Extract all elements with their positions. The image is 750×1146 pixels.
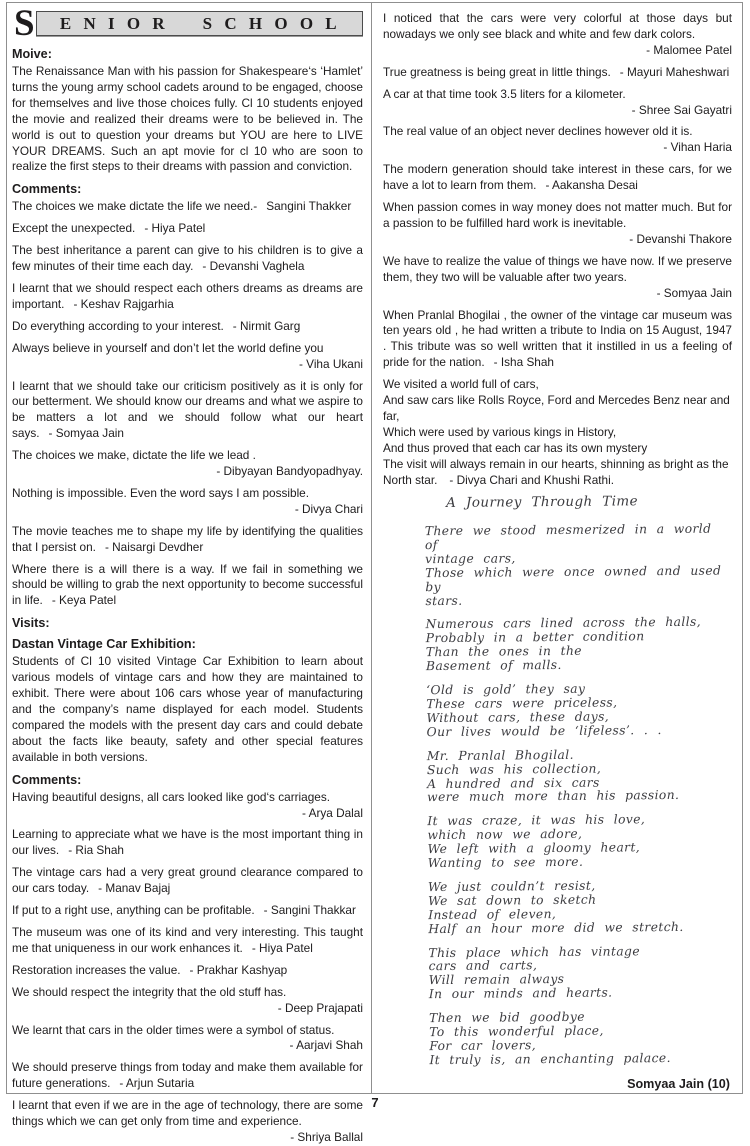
comment-item [383, 162, 732, 194]
header-band-bar [36, 11, 363, 36]
comment-author: - Viha Ukani [298, 356, 363, 371]
comment-author: - Somyaa Jain [656, 285, 732, 300]
handwritten-line: Such was his collection, [426, 761, 602, 778]
handwritten-stanza [427, 748, 732, 806]
comment-item [12, 865, 363, 897]
comment-text: The vintage cars had a very great ground clearance compared to our cars today. [12, 865, 363, 896]
handwritten-poem [381, 493, 735, 1069]
comment-item [383, 87, 732, 119]
comment-author: - Hiya Patel [251, 940, 313, 955]
handwritten-line: cars and carts, [428, 959, 538, 975]
handwritten-line: stars. [425, 593, 463, 609]
handwritten-line: were much more than his passion. [427, 788, 680, 806]
handwritten-line: It truly is, an enchanting palace. [429, 1051, 671, 1068]
comment-author: - Devanshi Vaghela [202, 259, 305, 274]
poem-line [383, 377, 732, 393]
handwritten-stanza [426, 682, 731, 740]
comment-author: - Keshav Rajgarhia [73, 296, 174, 311]
comment-text: The best inheritance a parent can give to his children is to give a few minutes of their time each day. [12, 243, 363, 274]
handwritten-stanza [426, 616, 731, 674]
handwritten-stanza [427, 813, 732, 871]
handwritten-stanza [428, 945, 733, 1003]
handwritten-line: vintage cars, [425, 551, 516, 567]
poem-line-text: Which were used by various kings in History, [383, 424, 617, 439]
comment-item [12, 985, 363, 1017]
comment-item [383, 308, 732, 372]
comment-text: I learnt that we should take our criticism positively as it is only for our betterment. We should know our dreams and what we aspire to be matters a lot and we should follow what our heart says. [12, 378, 363, 441]
comment-author: - Manav Bajaj [98, 881, 171, 896]
handwritten-line: Wanting to see more. [427, 855, 584, 871]
header-title: ENIOR SCHOOL [59, 13, 349, 33]
poem-line [383, 457, 732, 489]
poem-line-attribution: - Divya Chari and Khushi Rathi. [449, 472, 614, 487]
handwritten-poem-title: A Journey Through Time [446, 493, 639, 512]
comment-item [383, 200, 732, 248]
comment-text: The real value of an object never declines however old it is. [383, 124, 693, 139]
comment-author: - Arya Dalal [302, 805, 363, 820]
page-number: 7 [371, 1095, 379, 1110]
comment-text: If put to a right use, anything can be profitable. [12, 903, 255, 918]
comment-author: Sangini Thakker [266, 199, 352, 214]
handwritten-line: Half an hour more did we stretch. [428, 920, 684, 937]
comment-item [12, 790, 363, 822]
movie-comments-heading: Comments: [12, 182, 82, 197]
comment-text: When passion comes in way money does not matter much. But for a passion to be fulfilled hard work is inevitable. [383, 200, 732, 230]
handwritten-line: Instead of eleven, [428, 907, 557, 923]
comment-text: I learnt that we should respect each others dreams as dreams are important. [12, 280, 363, 311]
handwritten-line: which now we adore, [427, 827, 583, 843]
comment-text: Always believe in yourself and don’t let the world define you [12, 340, 324, 355]
senior-school-header [14, 3, 363, 44]
comment-item [12, 486, 363, 518]
comment-author: - Aarjavi Shah [289, 1038, 363, 1053]
exhibition-comments-heading: Comments: [12, 772, 82, 787]
comment-author: - Ria Shah [68, 843, 124, 858]
handwritten-line: There we stood mesmerized in a world of [424, 522, 712, 553]
comment-text: Nothing is impossible. Even the word says I am possible. [12, 485, 310, 500]
comment-text: We have to realize the value of things we have now. If we preserve them, they two will be valuable after two years. [383, 253, 732, 284]
handwritten-line: To this wonderful place, [429, 1024, 604, 1040]
comment-text: Having beautiful designs, all cars looked like god‘s carriages. [12, 789, 331, 804]
handwritten-line: This place which has vintage [428, 944, 641, 961]
right-column [371, 3, 742, 1093]
comment-text: We learnt that cars in the older times were a symbol of status. [12, 1022, 335, 1037]
comment-text: Where there is a will there is a way. If we fail in something we should be willing to grab the next opportunity to become successful in life. [12, 561, 363, 608]
handwritten-line: It was craze, it was his love, [427, 813, 646, 829]
handwritten-line: ‘Old is gold’ they say [426, 682, 586, 698]
comment-item [12, 1023, 363, 1055]
comment-author: - Deep Prajapati [277, 1000, 363, 1015]
comment-text: A car at that time took 3.5 liters for a kilometer. [383, 86, 626, 101]
comment-text: The choices we make, dictate the life we lead . [12, 448, 256, 463]
comment-text: I learnt that even if we are in the age of technology, there are some things which we can get only from time and experience. [12, 1098, 363, 1129]
comment-item [12, 243, 363, 275]
comment-text: Do everything according to your interest. [12, 318, 224, 333]
poem-line-text: And saw cars like Rolls Royce, Ford and Mercedes Benz near and far, [383, 393, 730, 423]
handwritten-line: Mr. Pranlal Bhogilal. [426, 748, 574, 764]
handwritten-line: For car lovers, [429, 1038, 537, 1054]
poem-line-text: And thus proved that each car has its own mystery [383, 440, 648, 455]
comment-item [12, 1060, 363, 1092]
comment-item [12, 925, 363, 957]
poem-line [383, 393, 732, 425]
comment-text: When Pranlal Bhogilai , the owner of the vintage car museum was ten years old , he had written a tribute to India on 15 August, 1947 . This tribute was so well written that it instilled in us a feeling of pride for the nation. [383, 307, 732, 370]
handwritten-line: We left with a gloomy heart, [427, 840, 641, 857]
handwritten-line: We sat down to sketch [427, 892, 597, 909]
comment-item [12, 903, 363, 919]
handwritten-line: Probably in a better condition [425, 630, 645, 646]
right-comments-list [383, 11, 732, 371]
handwritten-line: Without cars, these days, [426, 709, 610, 726]
comment-text: Learning to appreciate what we have is the most important thing in our lives. [12, 827, 363, 858]
comment-text: Except the unexpected. [12, 221, 136, 236]
exhibition-heading: Dastan Vintage Car Exhibition: [12, 637, 196, 652]
comment-text: I noticed that the cars were very colorful at those days but nowadays we only see black and white and few dark colors. [383, 11, 732, 41]
handwritten-line: A hundred and six cars [426, 775, 600, 792]
comment-author: - Mayuri Maheshwari [619, 64, 730, 79]
comment-text: True greatness is being great in little things. [383, 64, 611, 79]
comment-author: - Aakansha Desai [545, 178, 638, 193]
comment-text: The museum was one of its kind and very interesting. This taught me that uniqueness in our work enhances it. [12, 924, 363, 955]
comment-item [383, 11, 732, 59]
comment-item [12, 341, 363, 373]
comment-text: The movie teaches me to shape my life by identifying the qualities that I persist on. [12, 523, 363, 554]
poem-line [383, 441, 732, 457]
comment-item [12, 827, 363, 859]
handwritten-line: Then we bid goodbye [429, 1010, 585, 1026]
handwritten-stanza [429, 1010, 734, 1068]
handwritten-line: Basement of malls. [425, 658, 562, 674]
comment-author: - Malomee Patel [646, 42, 732, 57]
movie-heading: Moive: [12, 47, 52, 61]
comment-text: We should preserve things from today and make them available for future generations. [12, 1060, 363, 1091]
comment-item [12, 524, 363, 556]
handwritten-line: Will remain always [428, 972, 565, 988]
comment-author: - Divya Chari [294, 501, 363, 516]
movie-body: The Renaissance Man with his passion for Shakespeare‘s ‘Hamlet’ turns the young army school cadets around to be engaged, choose for themselves and live those choices fully. Cl 10 students enjoyed the movie and realized their dreams were to be believed in. The world is out to question your dreams but YOU are here to LIVE YOUR DREAMS. Such an apt movie for cl 10 who are soon to realize the first steps to their dreams with passion and conviction. [12, 64, 363, 174]
comment-item [12, 281, 363, 313]
handwritten-stanza [425, 523, 731, 609]
poem-author: Somyaa Jain (10) [627, 1077, 730, 1092]
handwritten-stanzas [425, 523, 735, 1068]
poem-line-text: We visited a world full of cars, [383, 377, 539, 392]
poem-line [383, 425, 732, 441]
comment-author: - Naisargi Devdher [104, 539, 204, 554]
comment-author: - Arjun Sutaria [119, 1076, 195, 1091]
comment-item [12, 448, 363, 480]
comment-author: - Hiya Patel [144, 221, 206, 236]
content-box [6, 2, 743, 1144]
header-dropcap: S [14, 3, 35, 44]
exhibition-comments-list [12, 790, 363, 1146]
comment-item [12, 963, 363, 979]
comment-author: - Devanshi Thakore [629, 231, 732, 246]
visits-heading: Visits: [12, 616, 50, 631]
comment-item [12, 221, 363, 237]
handwritten-line: Our lives would be ‘lifeless’. . . [426, 723, 662, 740]
comment-author: - Nirmit Garg [232, 318, 301, 333]
comment-item [12, 379, 363, 443]
handwritten-line: Than the ones in the [425, 644, 582, 660]
exhibition-body: Students of Cl 10 visited Vintage Car Exhibition to learn about various models of vintage cars and how they are maintained to exhibit. There were about 106 cars whose year of manufacturing and the company’s name displayed for each model. Students compared the models with the present day cars and could debate about the facts like beauty, safety and other special features available in both versions. [12, 654, 363, 764]
handwritten-line: Numerous cars lined across the halls, [425, 615, 702, 633]
comment-author: - Isha Shah [493, 355, 554, 370]
comment-author: - Keya Patel [51, 593, 117, 608]
comment-text: The modern generation should take interest in these cars, for we have a lot to learn from them. [383, 162, 732, 193]
movie-comments-list [12, 199, 363, 609]
comment-text: We should respect the integrity that the old stuff has. [12, 984, 287, 999]
handwritten-line: We just couldn’t resist, [427, 879, 596, 895]
comment-text: The choices we make dictate the life we need.- [12, 199, 258, 214]
comment-author: - Vihan Haria [663, 140, 732, 155]
comment-item [12, 319, 363, 335]
comment-item [12, 199, 363, 215]
comment-author: - Sangini Thakkar [263, 903, 356, 918]
comment-author: - Shriya Ballal [290, 1129, 363, 1144]
comment-author: - Prakhar Kashyap [189, 962, 288, 977]
printed-poem [383, 377, 732, 488]
comment-item [12, 562, 363, 610]
handwritten-stanza [428, 879, 733, 937]
left-column [7, 3, 371, 1144]
comment-author: - Shree Sai Gayatri [631, 102, 732, 117]
handwritten-line: These cars were priceless, [426, 695, 618, 712]
comment-author: - Dibyayan Bandyopadhyay. [216, 464, 363, 479]
comment-author: - Somyaa Jain [48, 426, 124, 441]
handwritten-line: In our minds and hearts. [428, 986, 613, 1002]
comment-item [383, 124, 732, 156]
comment-text: Restoration increases the value. [12, 962, 181, 977]
comment-item [383, 254, 732, 302]
handwritten-line: Those which were once owned and used by [425, 563, 722, 595]
comment-item [383, 65, 732, 81]
poem-line-text: The visit will always remain in our hearts, shinning as bright as the North star. [383, 456, 729, 487]
